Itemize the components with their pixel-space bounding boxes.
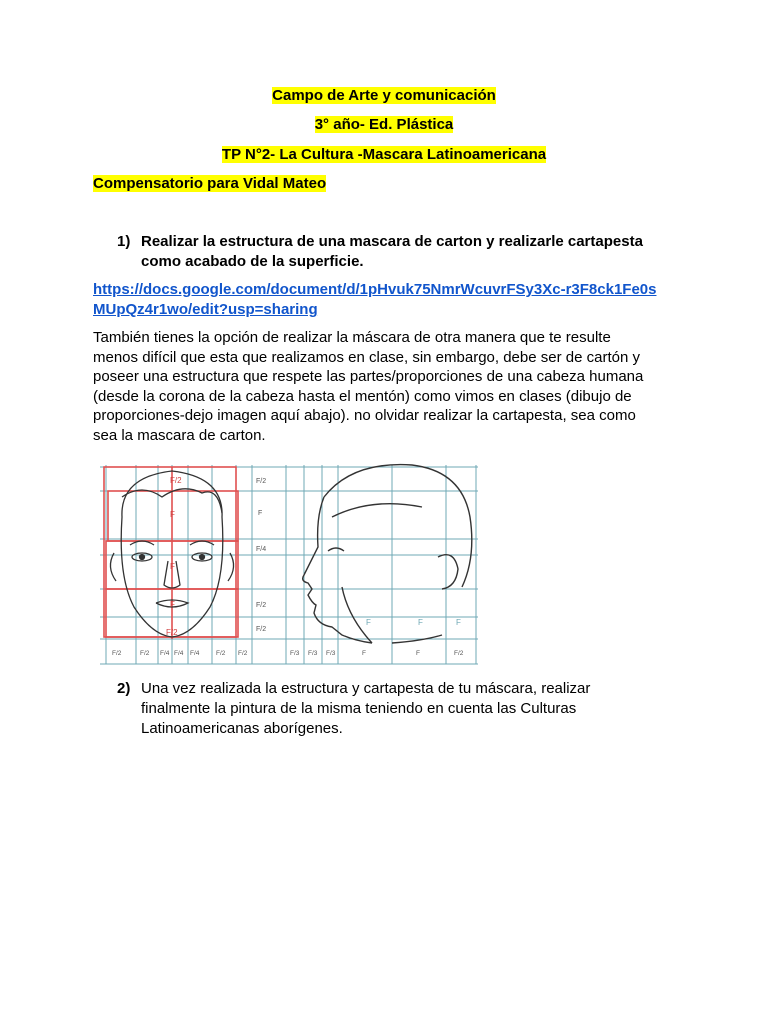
google-doc-link[interactable] [93, 281, 656, 318]
face-label: F [170, 562, 175, 571]
bottom-label: F/3 [308, 650, 318, 657]
header-line-1 [0, 87, 768, 105]
side-label: F/2 [256, 602, 267, 609]
bottom-label: F/4 [190, 650, 200, 657]
grade-subject: 3° año- Ed. Plástica [314, 116, 454, 133]
bottom-label: F/2 [140, 650, 150, 657]
item-text-line: Latinoamericanas aborígenes. [141, 720, 343, 737]
item-text [141, 679, 661, 739]
bottom-label: F/2 [216, 650, 226, 657]
item-text-line: Una vez realizada la estructura y cartapesta de tu máscara, realizar [141, 680, 591, 697]
assignment-title: TP N°2- La Cultura -Mascara Latinoamericana [221, 146, 547, 163]
instructions-paragraph [93, 328, 673, 446]
face-proportions-drawing [92, 457, 480, 667]
profile-label: F [418, 618, 423, 627]
bottom-label: F/2 [112, 650, 122, 657]
bottom-label: F/4 [174, 650, 184, 657]
face-label: F/2 [170, 476, 182, 485]
item-number: 1) [117, 233, 131, 250]
header-line-4 [93, 175, 326, 193]
bottom-label: F [362, 650, 366, 657]
bottom-label: F/3 [290, 650, 300, 657]
header-line-2 [0, 116, 768, 134]
bottom-label: F/2 [238, 650, 248, 657]
paragraph-line: proporciones-dejo imagen aquí abajo). no olvidar realizar la cartapesta, sea como [93, 407, 636, 425]
item-text-line: Realizar la estructura de una mascara de carton y realizarle cartapesta [141, 233, 643, 250]
item-text [141, 232, 661, 272]
face-proportions-image [92, 457, 480, 672]
paragraph-line: sea la mascara de carton. [93, 426, 266, 444]
link-line[interactable]: https://docs.google.com/document/d/1pHvuk75NmrWcuvrFSy3Xc-r3F8ck1Fe0s [93, 281, 657, 298]
side-label: F/2 [256, 626, 267, 633]
bottom-label: F/3 [326, 650, 336, 657]
list-item-1 [117, 232, 677, 272]
bottom-label: F/4 [160, 650, 170, 657]
google-doc-link-block [93, 280, 693, 320]
item-number: 2) [117, 680, 131, 697]
side-label: F/2 [256, 478, 267, 485]
bottom-label: F [416, 650, 420, 657]
student-name: Compensatorio para Vidal Mateo [93, 175, 327, 192]
item-text-line: como acabado de la superficie. [141, 253, 364, 270]
face-label: F/2 [166, 628, 178, 637]
header-line-3 [0, 146, 768, 164]
bottom-label: F/2 [454, 650, 464, 657]
list-item-2 [117, 679, 677, 739]
profile-label: F [456, 618, 461, 627]
paragraph-line: poseer una estructura que respete las partes/proporciones de una cabeza humana [93, 368, 644, 386]
face-label: F [170, 510, 175, 519]
item-text-line: finalmente la pintura de la misma teniendo en cuenta las Culturas [141, 700, 577, 717]
paragraph-line: menos difícil que esta que realizamos en clase, sin embargo, debe ser de cartón y [93, 348, 640, 366]
paragraph-line: También tienes la opción de realizar la máscara de otra manera que te resulte [93, 329, 611, 346]
side-label: F [258, 510, 263, 517]
side-label: F/4 [256, 546, 267, 553]
paragraph-line: (desde la corona de la cabeza hasta el mentón) como vimos en clases (dibujo de [93, 387, 632, 405]
course-title: Campo de Arte y comunicación [272, 87, 496, 104]
link-line[interactable]: MUpQz4r1wo/edit?usp=sharing [93, 301, 318, 318]
profile-label: F [366, 618, 371, 627]
face-label: F [170, 600, 175, 609]
